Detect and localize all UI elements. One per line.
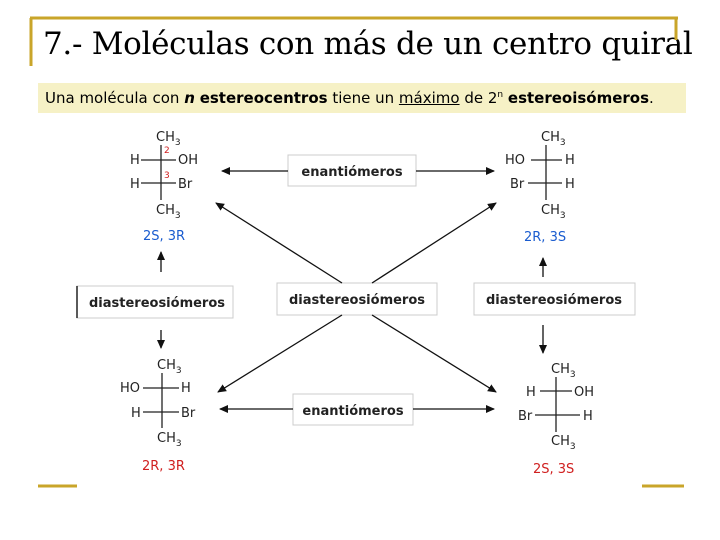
bl-bottom-ch: $CH_3$ <box>157 431 182 449</box>
diastereomers-center-box <box>277 283 437 315</box>
subtitle-text-4: de 2 <box>459 89 498 107</box>
subtitle-estereoisomeros: estereoisómeros <box>507 89 650 107</box>
enantiomers-bottom-box <box>293 394 413 425</box>
tl-left2: H <box>130 177 140 192</box>
tl-right2: Br <box>178 177 193 192</box>
tl-left1: H <box>130 153 140 168</box>
subtitle-n: n <box>184 89 195 107</box>
bl-left1: HO <box>120 381 141 396</box>
molecule-2r3r <box>120 358 196 474</box>
bl-top-ch: $CH_3$ <box>157 358 182 376</box>
tl-bottom-ch: $CH_3$ <box>156 203 181 221</box>
tr-right1: H <box>565 153 575 168</box>
diastereomers-left-box <box>77 286 233 318</box>
tl-right1: OH <box>178 153 199 168</box>
tl-top-ch: $CH_3$ <box>156 130 181 148</box>
molecule-2s3r <box>130 130 198 244</box>
br-right1: OH <box>574 385 595 400</box>
tr-top-ch: $CH_3$ <box>541 130 566 148</box>
enantiomers-top-box <box>288 155 416 186</box>
svg-text:enantiómeros: enantiómeros <box>301 165 403 180</box>
br-bottom-ch: $CH_3$ <box>551 434 576 452</box>
molecule-2r3s <box>505 130 575 245</box>
tl-carbon-number-3: 3 <box>164 171 170 181</box>
subtitle-estereocentros: estereocentros <box>199 89 328 107</box>
br-right2: H <box>583 409 593 424</box>
tr-left2: Br <box>510 177 525 192</box>
bl-right1: H <box>181 381 191 396</box>
tl-carbon-number-2: 2 <box>164 146 170 156</box>
tr-bottom-ch: $CH_3$ <box>541 203 566 221</box>
br-top-ch: $CH_3$ <box>551 362 576 380</box>
subtitle-text-6: . <box>649 89 654 107</box>
tr-left1: HO <box>505 153 526 168</box>
molecule-2s3s <box>518 362 594 477</box>
bl-left2: H <box>131 406 141 421</box>
br-configuration: 2S, 3S <box>533 462 575 477</box>
tr-configuration: 2R, 3S <box>524 230 567 245</box>
tl-configuration: 2S, 3R <box>143 229 186 244</box>
subtitle-maximo: máximo <box>398 89 460 107</box>
tr-right2: H <box>565 177 575 192</box>
subtitle-text-3: tiene un <box>327 89 399 107</box>
svg-text:enantiómeros: enantiómeros <box>302 404 404 419</box>
bl-configuration: 2R, 3R <box>142 459 185 474</box>
svg-text:diastereosiómeros: diastereosiómeros <box>288 293 426 308</box>
subtitle-text-1: Una molécula con <box>45 89 185 107</box>
svg-text:diastereosiómeros: diastereosiómeros <box>485 293 623 308</box>
br-left1: H <box>526 385 536 400</box>
svg-text:diastereosiómeros: diastereosiómeros <box>88 296 226 311</box>
br-left2: Br <box>518 409 533 424</box>
diastereomers-right-box <box>474 283 635 315</box>
subtitle-exponent: n <box>497 90 504 100</box>
bl-right2: Br <box>181 406 196 421</box>
slide-title: 7.- Moléculas con más de un centro quiral <box>43 26 693 62</box>
